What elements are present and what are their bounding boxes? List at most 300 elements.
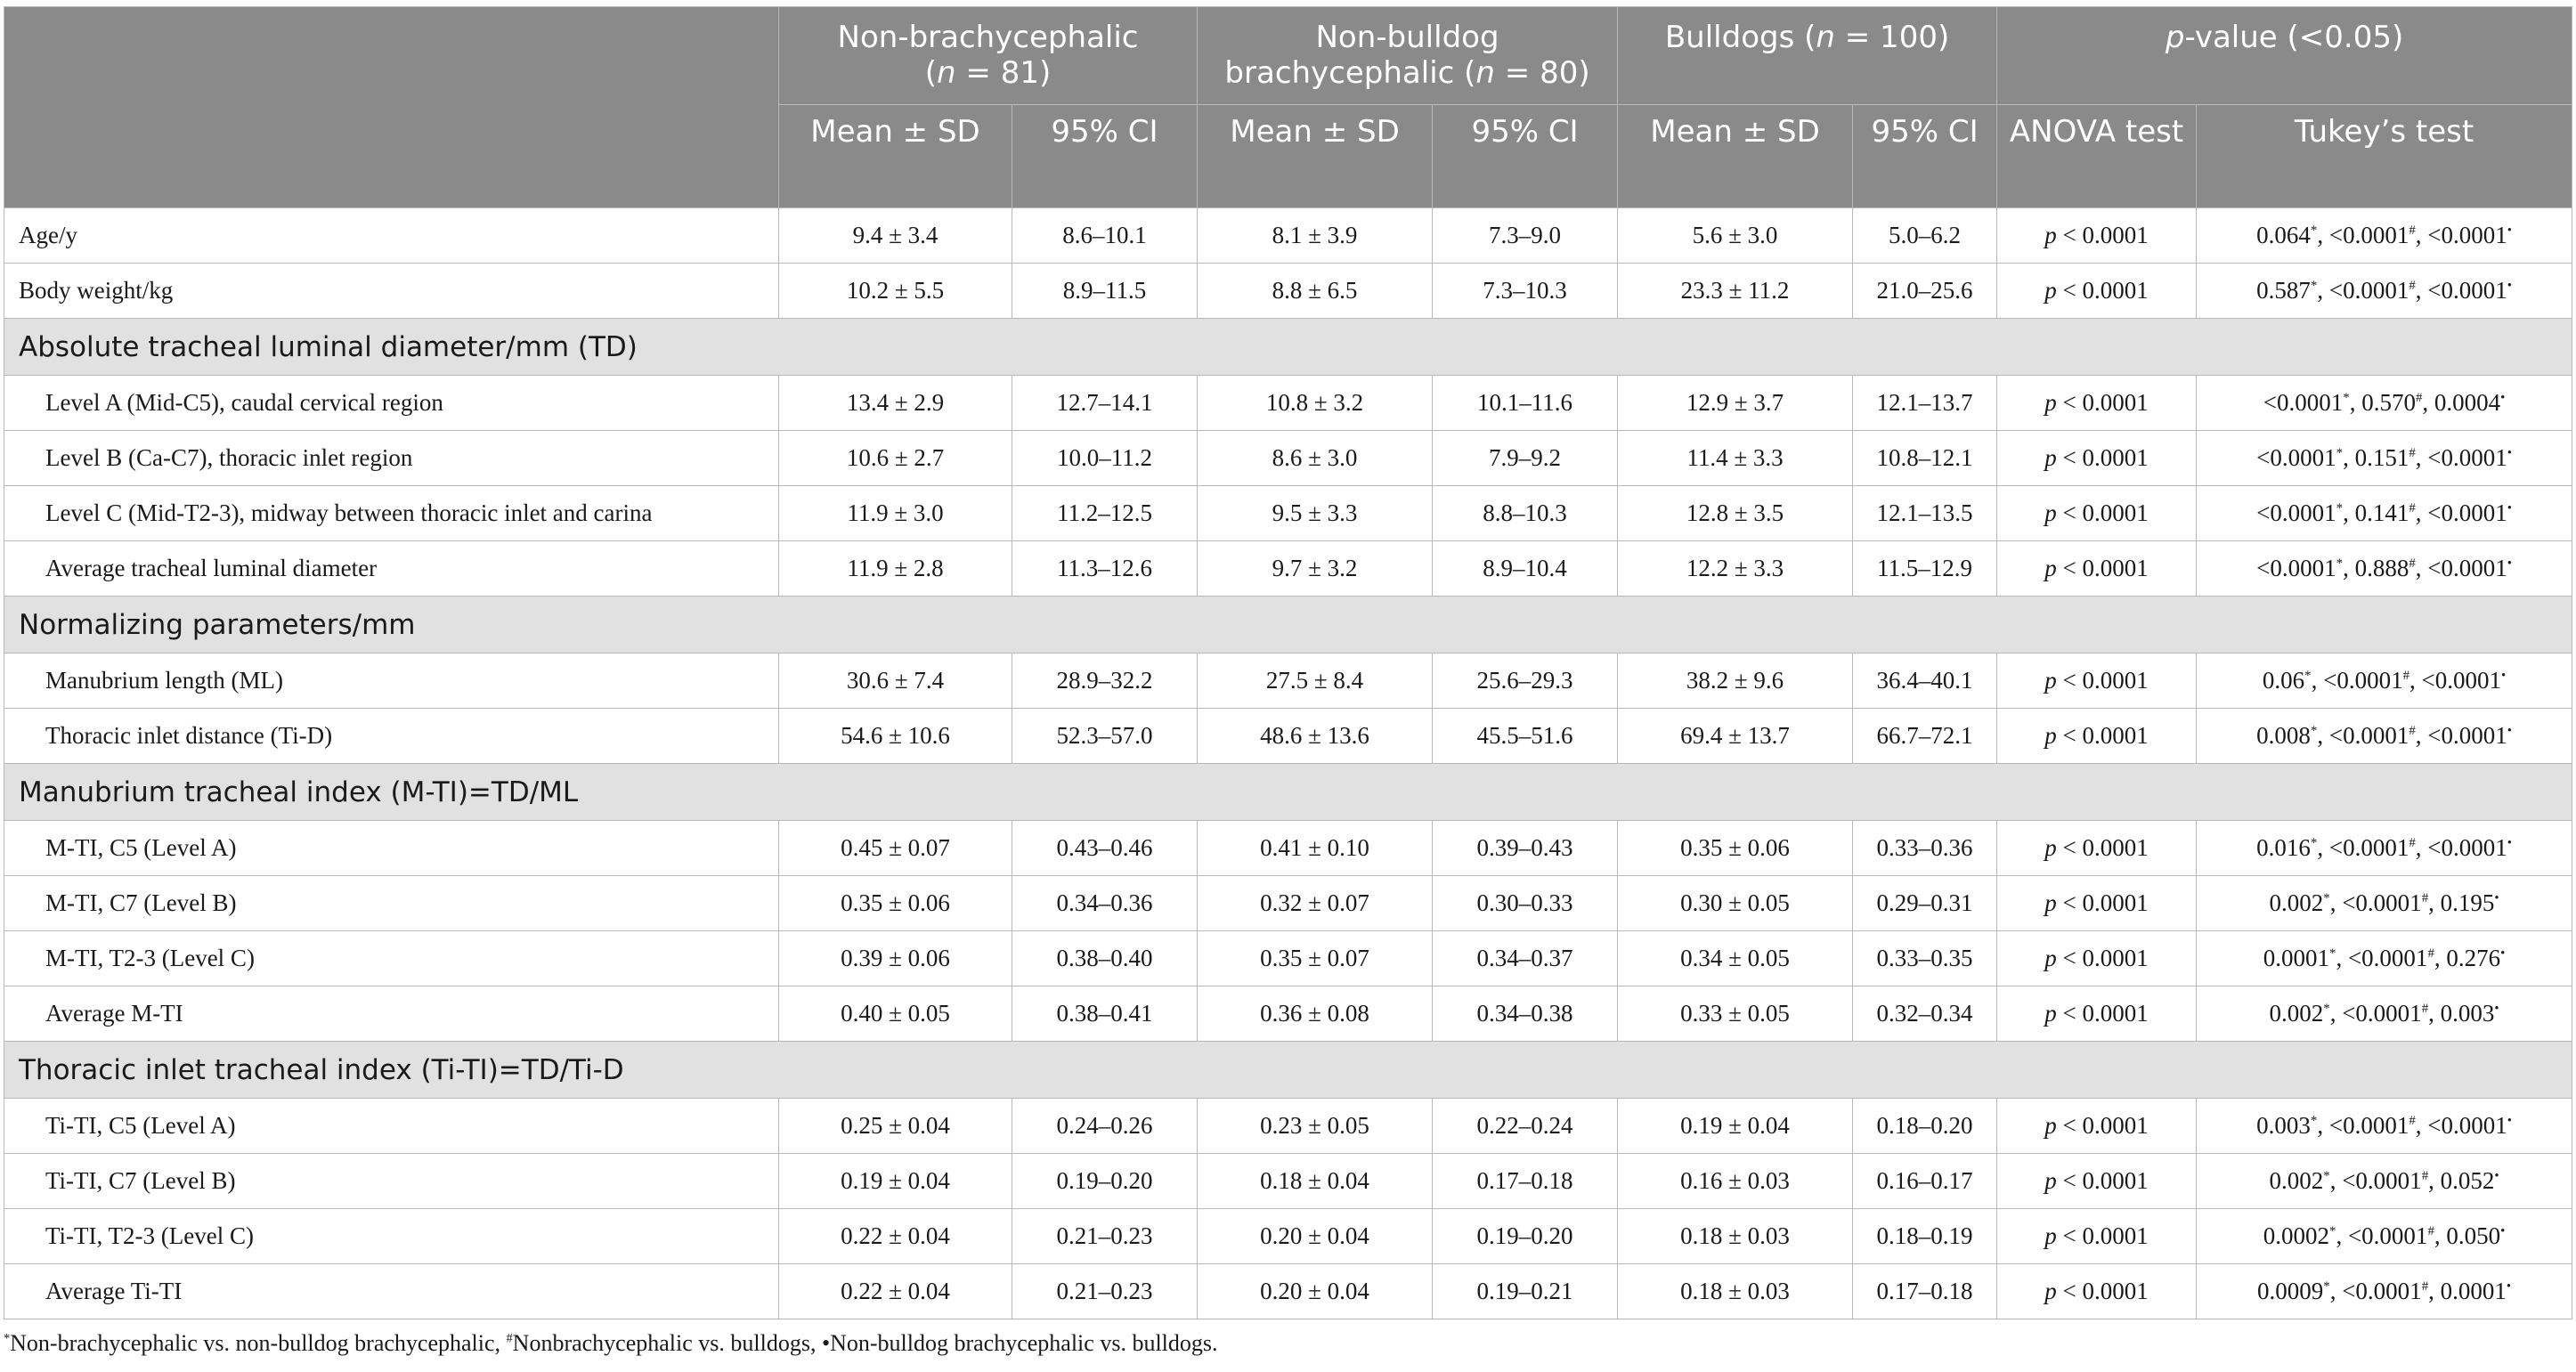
tukey-cell [2197,1099,2572,1154]
tukey-value: <0.0001 [2342,889,2422,916]
p-value: < 0.0001 [2056,1112,2149,1139]
value-cell: 12.2 ± 3.3 [1618,541,1853,597]
tukey-value: 0.0009 [2257,1278,2324,1304]
value-cell: 0.35 ± 0.07 [1198,931,1433,986]
value-cell: 69.4 ± 13.7 [1618,709,1853,764]
row-label: Age/y [4,208,779,264]
row-label: Body weight/kg [4,264,779,319]
value-cell: 0.19–0.20 [1433,1209,1618,1264]
value-cell: 0.30 ± 0.05 [1618,876,1853,931]
anova-cell [1997,654,2197,709]
value-cell: 0.32 ± 0.07 [1198,876,1433,931]
value-cell: 8.8 ± 6.5 [1198,264,1433,319]
value-cell: 0.29–0.31 [1853,876,1997,931]
value-cell: 48.6 ± 13.6 [1198,709,1433,764]
value-cell: 0.18 ± 0.03 [1618,1209,1853,1264]
section-header: Manubrium tracheal index (M-TI)=TD/ML [4,764,2572,821]
separator: , [2415,444,2428,471]
value-cell: 30.6 ± 7.4 [779,654,1012,709]
value-cell: 7.3–10.3 [1433,264,1618,319]
row-label: Average Ti-TI [4,1264,779,1319]
tukey-cell [2197,431,2572,486]
value-cell: 10.8–12.1 [1853,431,1997,486]
value-cell: 10.6 ± 2.7 [779,431,1012,486]
anova-cell [1997,376,2197,431]
value-cell: 0.35 ± 0.06 [779,876,1012,931]
table-row [4,821,2572,876]
p-value: < 0.0001 [2056,834,2149,861]
value-cell: 27.5 ± 8.4 [1198,654,1433,709]
value-cell: 11.2–12.5 [1012,486,1198,541]
comparison-mark: • [2494,1169,2499,1183]
results-table [4,6,2572,1319]
tukey-value: <0.0001 [2256,444,2336,471]
comparison-mark: • [2507,279,2512,293]
comparison-mark: # [2421,1002,2429,1016]
value-cell: 8.9–11.5 [1012,264,1198,319]
separator: , [2329,1000,2343,1027]
comparison-mark: * [2310,1114,2318,1128]
value-cell: 0.17–0.18 [1853,1264,1997,1319]
row-label: Ti-TI, T2-3 (Level C) [4,1209,779,1264]
group-header-non-brachycephalic: Non-brachycephalic (n = 81) [779,7,1198,105]
comparison-mark: * [2310,724,2318,738]
p-value: < 0.0001 [2056,389,2149,416]
table-row [4,376,2572,431]
comparison-mark: # [2409,446,2416,460]
value-cell: 0.24–0.26 [1012,1099,1198,1154]
table-body [4,208,2572,1319]
tukey-cell [2197,709,2572,764]
tukey-value: <0.0001 [2323,667,2403,694]
tukey-value: 0.064 [2256,222,2311,248]
value-cell: 28.9–32.2 [1012,654,1198,709]
value-cell: 0.36 ± 0.08 [1198,986,1433,1042]
value-cell: 8.6 ± 3.0 [1198,431,1433,486]
comparison-mark: * [2343,391,2350,405]
value-cell: 0.18–0.20 [1853,1099,1997,1154]
row-label: Thoracic inlet distance (Ti-D) [4,709,779,764]
row-label: Level C (Mid-T2-3), midway between thoracic inlet and carina [4,486,779,541]
separator: , [2415,222,2428,248]
anova-cell [1997,876,2197,931]
comparison-mark: * [2304,669,2312,683]
tukey-value: 0.002 [2269,889,2324,916]
section-header: Normalizing parameters/mm [4,597,2572,654]
row-label: M-TI, T2-3 (Level C) [4,931,779,986]
comparison-mark: • [2500,946,2506,961]
value-cell: 25.6–29.3 [1433,654,1618,709]
value-cell: 11.9 ± 2.8 [779,541,1012,597]
tukey-value: 0.002 [2269,1000,2324,1027]
value-cell: 0.34–0.38 [1433,986,1618,1042]
p-symbol: p [2044,444,2057,471]
separator: , [2343,499,2355,526]
table-row [4,709,2572,764]
comparison-mark: # [2402,669,2409,683]
p-value: < 0.0001 [2056,1222,2149,1249]
value-cell: 7.9–9.2 [1433,431,1618,486]
group-header-p-value: p-value (<0.05) [1997,7,2572,105]
tukey-value: <0.0001 [2427,555,2507,581]
tukey-cell [2197,654,2572,709]
corner-header-cell [4,7,779,208]
p-symbol: p [2044,667,2057,694]
comparison-mark: * [2323,1002,2330,1016]
comparison-mark: * [2336,556,2344,571]
table-row [4,1099,2572,1154]
p-symbol: p [2044,889,2057,916]
separator: , [2415,277,2428,304]
value-cell: 0.25 ± 0.04 [779,1099,1012,1154]
value-cell: 10.0–11.2 [1012,431,1198,486]
tukey-value: 0.002 [2269,1167,2324,1194]
p-symbol: p [2044,555,2057,581]
value-cell: 5.6 ± 3.0 [1618,208,1853,264]
table-row [4,1209,2572,1264]
comparison-mark: # [2409,501,2416,516]
anova-cell [1997,986,2197,1042]
tukey-value: 0.570 [2361,389,2416,416]
p-value: < 0.0001 [2056,277,2149,304]
value-cell: 0.18 ± 0.04 [1198,1154,1433,1209]
separator: , [2317,222,2329,248]
comparison-mark: # [2409,1114,2416,1128]
tukey-value: 0.888 [2354,555,2409,581]
comparison-mark: * [2329,1224,2336,1238]
comparison-mark: • [2507,1114,2512,1128]
tukey-cell [2197,541,2572,597]
p-value: < 0.0001 [2056,667,2149,694]
separator: , [2343,444,2355,471]
comparison-mark: • [2507,446,2512,460]
tukey-value: <0.0001 [2256,555,2336,581]
comparison-mark: • [2500,391,2506,405]
separator: , [2317,277,2329,304]
tukey-value: <0.0001 [2427,444,2507,471]
section-header-row [4,1042,2572,1099]
tukey-value: <0.0001 [2347,1222,2428,1249]
value-cell: 0.17–0.18 [1433,1154,1618,1209]
value-cell: 12.1–13.7 [1853,376,1997,431]
value-cell: 0.41 ± 0.10 [1198,821,1433,876]
value-cell: 13.4 ± 2.9 [779,376,1012,431]
anova-cell [1997,1209,2197,1264]
tukey-cell [2197,208,2572,264]
comparison-mark: # [2409,724,2416,738]
value-cell: 0.21–0.23 [1012,1209,1198,1264]
comparison-mark: * [2329,946,2336,961]
p-value: < 0.0001 [2056,1000,2149,1027]
tukey-value: <0.0001 [2328,222,2409,248]
table-row [4,1154,2572,1209]
comparison-mark: • [2500,1224,2506,1238]
tukey-value: 0.0004 [2434,389,2501,416]
separator: , [2317,834,2329,861]
p-value: < 0.0001 [2056,889,2149,916]
separator: , [2428,1278,2441,1304]
tukey-value: <0.0001 [2427,222,2507,248]
comparison-mark: # [2415,391,2423,405]
separator: , [2415,722,2428,749]
p-value: < 0.0001 [2056,722,2149,749]
value-cell: 0.16–0.17 [1853,1154,1997,1209]
tukey-cell [2197,264,2572,319]
subheader-mean-sd: Mean ± SD [779,105,1012,208]
separator: , [2434,945,2447,971]
value-cell: 0.45 ± 0.07 [779,821,1012,876]
subheader-mean-sd: Mean ± SD [1198,105,1433,208]
value-cell: 21.0–25.6 [1853,264,1997,319]
comparison-mark: • [2507,556,2512,571]
row-label: Ti-TI, C7 (Level B) [4,1154,779,1209]
comparison-mark: • [2500,669,2507,683]
table-row [4,876,2572,931]
p-value: < 0.0001 [2056,222,2149,248]
table-row [4,541,2572,597]
tukey-value: <0.0001 [2256,499,2336,526]
value-cell: 0.33 ± 0.05 [1618,986,1853,1042]
table-row [4,654,2572,709]
value-cell: 0.18–0.19 [1853,1209,1997,1264]
anova-cell [1997,931,2197,986]
value-cell: 0.39–0.43 [1433,821,1618,876]
separator: , [2409,667,2422,694]
tukey-cell [2197,376,2572,431]
row-label: Average tracheal luminal diameter [4,541,779,597]
separator: , [2415,1112,2428,1139]
subheader-ci: 95% CI [1012,105,1198,208]
section-header-row [4,319,2572,376]
value-cell: 5.0–6.2 [1853,208,1997,264]
value-cell: 66.7–72.1 [1853,709,1997,764]
value-cell: 0.34–0.36 [1012,876,1198,931]
tukey-value: 0.050 [2446,1222,2501,1249]
comparison-mark: # [2409,223,2416,238]
tukey-value: <0.0001 [2427,722,2507,749]
tukey-value: 0.06 [2262,667,2305,694]
value-cell: 12.1–13.5 [1853,486,1997,541]
tukey-value: 0.003 [2256,1112,2311,1139]
anova-cell [1997,821,2197,876]
p-symbol: p [2044,945,2057,971]
value-cell: 0.20 ± 0.04 [1198,1209,1433,1264]
tukey-cell [2197,486,2572,541]
tukey-value: 0.141 [2354,499,2409,526]
subheader-ci: 95% CI [1433,105,1618,208]
separator: , [2428,889,2441,916]
separator: , [2336,1222,2348,1249]
subheader-anova: ANOVA test [1997,105,2197,208]
value-cell: 23.3 ± 11.2 [1618,264,1853,319]
p-value: < 0.0001 [2056,555,2149,581]
subheader-tukey: Tukey’s test [2197,105,2572,208]
separator: , [2422,389,2434,416]
value-cell: 8.9–10.4 [1433,541,1618,597]
row-label: M-TI, C5 (Level A) [4,821,779,876]
value-cell: 0.35 ± 0.06 [1618,821,1853,876]
tukey-cell [2197,1209,2572,1264]
tukey-value: 0.587 [2256,277,2311,304]
row-label: Level A (Mid-C5), caudal cervical region [4,376,779,431]
p-symbol: p [2044,499,2057,526]
row-label: Manubrium length (ML) [4,654,779,709]
value-cell: 12.8 ± 3.5 [1618,486,1853,541]
value-cell: 0.19–0.20 [1012,1154,1198,1209]
tukey-value: 0.0002 [2263,1222,2330,1249]
comparison-mark: • [2507,724,2512,738]
separator: , [2428,1000,2441,1027]
table-row [4,931,2572,986]
tukey-value: <0.0001 [2421,667,2501,694]
p-symbol: p [2044,1167,2057,1194]
separator: , [2415,834,2428,861]
p-symbol: p [2044,1000,2057,1027]
value-cell: 0.19–0.21 [1433,1264,1618,1319]
comparison-mark: * [2323,1279,2330,1294]
table-row [4,986,2572,1042]
separator: , [2415,499,2428,526]
table-row [4,264,2572,319]
row-label: Average M-TI [4,986,779,1042]
table-row [4,1264,2572,1319]
tukey-value: 0.151 [2354,444,2409,471]
tukey-value: <0.0001 [2342,1000,2422,1027]
separator: , [2329,1167,2343,1194]
value-cell: 36.4–40.1 [1853,654,1997,709]
p-value: < 0.0001 [2056,1278,2149,1304]
value-cell: 0.19 ± 0.04 [1618,1099,1853,1154]
comparison-mark: • [2506,1279,2512,1294]
tukey-value: 0.195 [2440,889,2495,916]
value-cell: 9.5 ± 3.3 [1198,486,1433,541]
comparison-mark: # [2421,891,2429,905]
separator: , [2317,722,2329,749]
tukey-value: <0.0001 [2427,499,2507,526]
tukey-value: <0.0001 [2342,1167,2422,1194]
comparison-mark: # [2409,279,2416,293]
value-cell: 0.20 ± 0.04 [1198,1264,1433,1319]
comparison-mark: # [2421,1169,2429,1183]
tukey-cell [2197,876,2572,931]
value-cell: 0.21–0.23 [1012,1264,1198,1319]
p-symbol: p [2044,277,2057,304]
comparison-mark: * [2323,1169,2330,1183]
tukey-value: <0.0001 [2328,277,2409,304]
anova-cell [1997,264,2197,319]
comparison-mark: # [2427,1224,2434,1238]
footnote: *Non-brachycephalic vs. non-bulldog brachycephalic, #Nonbrachycephalic vs. bulldogs, •Non-bulldog brachycephalic vs. bulldogs. [4,1330,1218,1356]
tukey-value: <0.0001 [2427,277,2507,304]
table-row [4,208,2572,264]
tukey-value: <0.0001 [2342,1278,2422,1304]
p-symbol: p [2044,1222,2057,1249]
value-cell: 11.4 ± 3.3 [1618,431,1853,486]
tukey-cell [2197,986,2572,1042]
tukey-value: 0.052 [2440,1167,2495,1194]
value-cell: 0.40 ± 0.05 [779,986,1012,1042]
anova-cell [1997,1099,2197,1154]
value-cell: 8.1 ± 3.9 [1198,208,1433,264]
value-cell: 0.22 ± 0.04 [779,1264,1012,1319]
tukey-value: <0.0001 [2328,722,2409,749]
tukey-value: 0.003 [2440,1000,2495,1027]
value-cell: 9.4 ± 3.4 [779,208,1012,264]
section-header: Absolute tracheal luminal diameter/mm (TD) [4,319,2572,376]
comparison-mark: * [2310,223,2318,238]
anova-cell [1997,1264,2197,1319]
value-cell: 38.2 ± 9.6 [1618,654,1853,709]
tukey-value: <0.0001 [2328,834,2409,861]
p-value: < 0.0001 [2056,499,2149,526]
value-cell: 52.3–57.0 [1012,709,1198,764]
comparison-mark: • [2507,501,2512,516]
subheader-ci: 95% CI [1853,105,1997,208]
value-cell: 0.18 ± 0.03 [1618,1264,1853,1319]
group-header-non-bulldog-brachycephalic: Non-bulldog brachycephalic (n = 80) [1198,7,1618,105]
p-value: < 0.0001 [2056,945,2149,971]
tukey-value: 0.0001 [2440,1278,2507,1304]
p-value: < 0.0001 [2056,444,2149,471]
row-label: Level B (Ca-C7), thoracic inlet region [4,431,779,486]
comparison-mark: • [2507,223,2512,238]
value-cell: 0.32–0.34 [1853,986,1997,1042]
p-symbol: p [2044,1112,2057,1139]
value-cell: 0.38–0.40 [1012,931,1198,986]
table-row [4,431,2572,486]
value-cell: 10.8 ± 3.2 [1198,376,1433,431]
anova-cell [1997,486,2197,541]
value-cell: 0.33–0.36 [1853,821,1997,876]
tukey-value: <0.0001 [2427,1112,2507,1139]
separator: , [2311,667,2324,694]
value-cell: 8.8–10.3 [1433,486,1618,541]
value-cell: 9.7 ± 3.2 [1198,541,1433,597]
p-symbol: p [2044,834,2057,861]
value-cell: 11.5–12.9 [1853,541,1997,597]
anova-cell [1997,431,2197,486]
section-header-row [4,597,2572,654]
comparison-mark: # [2409,556,2416,571]
table-row [4,486,2572,541]
section-header-row [4,764,2572,821]
comparison-mark: # [2409,836,2416,850]
comparison-mark: # [2421,1279,2429,1294]
value-cell: 10.2 ± 5.5 [779,264,1012,319]
anova-cell [1997,1154,2197,1209]
tukey-cell [2197,931,2572,986]
tukey-value: <0.0001 [2347,945,2428,971]
value-cell: 0.22 ± 0.04 [779,1209,1012,1264]
value-cell: 10.1–11.6 [1433,376,1618,431]
p-symbol: p [2044,722,2057,749]
separator: , [2329,889,2343,916]
value-cell: 8.6–10.1 [1012,208,1198,264]
comparison-mark: * [2336,501,2344,516]
tukey-value: <0.0001 [2328,1112,2409,1139]
p-symbol: p [2044,1278,2057,1304]
value-cell: 12.7–14.1 [1012,376,1198,431]
separator: , [2428,1167,2441,1194]
tukey-value: 0.008 [2256,722,2311,749]
comparison-mark: # [2427,946,2434,961]
subheader-mean-sd: Mean ± SD [1618,105,1853,208]
comparison-mark: • [2507,836,2512,850]
tukey-cell [2197,821,2572,876]
section-header: Thoracic inlet tracheal index (Ti-TI)=TD/Ti-D [4,1042,2572,1099]
tukey-value: 0.0001 [2263,945,2330,971]
value-cell: 11.3–12.6 [1012,541,1198,597]
